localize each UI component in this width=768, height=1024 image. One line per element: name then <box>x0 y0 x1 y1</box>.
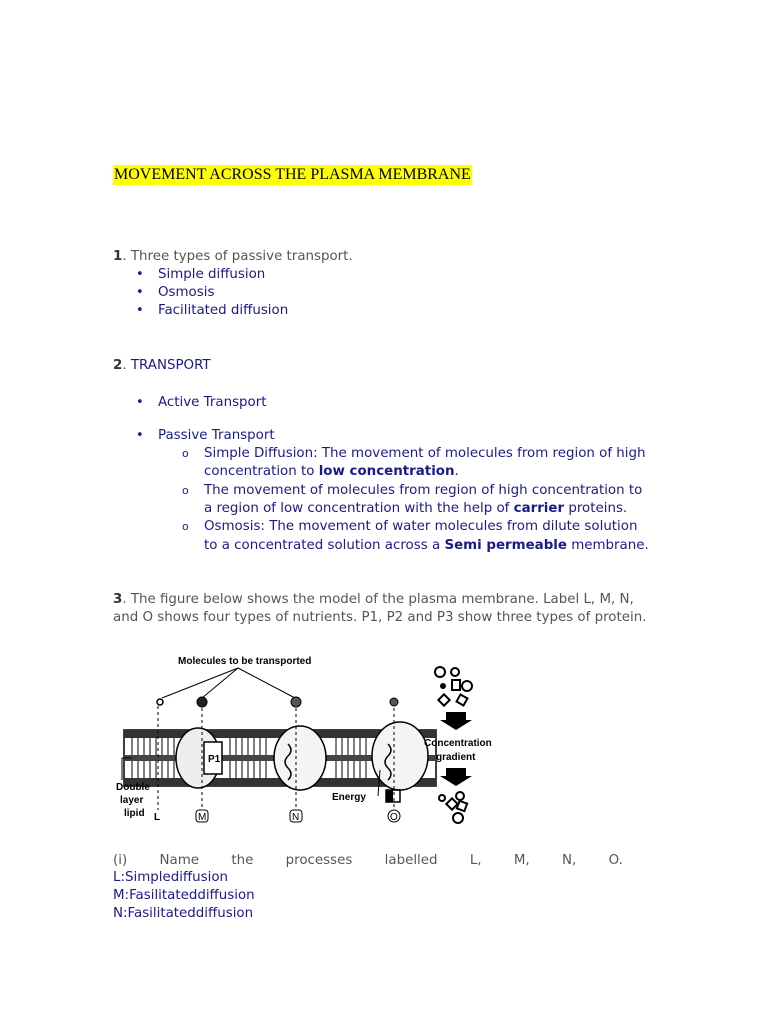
arrow-down-icon <box>440 712 472 730</box>
sub-item-1-line-2: concentration to low concentration. <box>204 464 459 479</box>
list-item: • Facilitated diffusion <box>158 302 288 320</box>
list-item: • Simple diffusion <box>158 266 265 284</box>
label-n: N <box>292 812 300 823</box>
question-3-number: 3 <box>113 592 123 607</box>
double-layer-label-3: lipid <box>124 808 145 819</box>
double-layer-label-2: layer <box>120 795 144 806</box>
label-o: O <box>390 812 398 823</box>
molecule-icon <box>291 697 301 707</box>
question-2-heading: TRANSPORT <box>130 358 211 373</box>
answer-n: N:Fasilitateddiffusion <box>113 906 254 921</box>
bold-term: carrier <box>513 501 565 516</box>
label-l: L <box>154 812 161 823</box>
question-1-text: . Three types of passive transport. <box>122 249 353 264</box>
sub-item-3-line-2: to a concentrated solution across a Semi permeable membrane. <box>204 538 649 553</box>
question-1-number: 1 <box>113 249 123 264</box>
bold-term: Semi permeable <box>444 538 567 553</box>
label-p1: P1 <box>208 754 221 765</box>
page-title: MOVEMENT ACROSS THE PLASMA MEMBRANE <box>114 166 471 183</box>
list-item: • Active Transport <box>158 394 267 412</box>
concentration-label-2: gradient <box>436 752 476 763</box>
sub-item-2-line-2: a region of low concentration with the help of carrier proteins. <box>204 501 628 516</box>
list-item: • Passive Transport <box>158 427 275 445</box>
bold-term: low concentration <box>318 464 455 479</box>
label-m: M <box>198 812 207 823</box>
protein-icon <box>274 726 326 790</box>
arrow-down-icon <box>440 768 472 786</box>
molecule-icon <box>157 699 163 705</box>
concentration-gradient <box>424 667 492 823</box>
question-2: 2. TRANSPORT <box>113 358 211 373</box>
molecule-icon <box>390 698 398 706</box>
answer-l: L:Simplediffusion <box>113 870 229 885</box>
lipid-bilayer <box>124 722 436 790</box>
molecule-icon <box>197 697 207 707</box>
plasma-membrane-figure <box>110 640 500 835</box>
answer-m: M:Fasilitateddiffusion <box>113 888 255 903</box>
double-layer-label-1: Double <box>116 782 150 793</box>
question-2-number: 2 <box>113 358 123 373</box>
sub-item-3-line-1: o Osmosis: The movement of water molecules from dilute solution <box>204 518 637 536</box>
question-i: (i) Name the processes labelled L, M, N, O. <box>113 853 623 868</box>
energy-label: Energy <box>332 792 366 803</box>
protein-icon <box>372 722 428 790</box>
question-3-line-2: and O shows four types of nutrients. P1, P2 and P3 show three types of protein. <box>113 610 647 625</box>
sub-item-1-line-1: o Simple Diffusion: The movement of molecules from region of high <box>204 445 646 463</box>
question-3-line-1: 3. The figure below shows the model of the plasma membrane. Label L, M, N, <box>113 592 634 607</box>
concentration-label-1: Concentration <box>424 738 492 749</box>
question-1 <box>113 248 353 266</box>
list-item: • Osmosis <box>158 284 214 302</box>
molecules-label: Molecules to be transported <box>178 656 312 667</box>
sub-item-2-line-1: o The movement of molecules from region of high concentration to <box>204 482 642 500</box>
